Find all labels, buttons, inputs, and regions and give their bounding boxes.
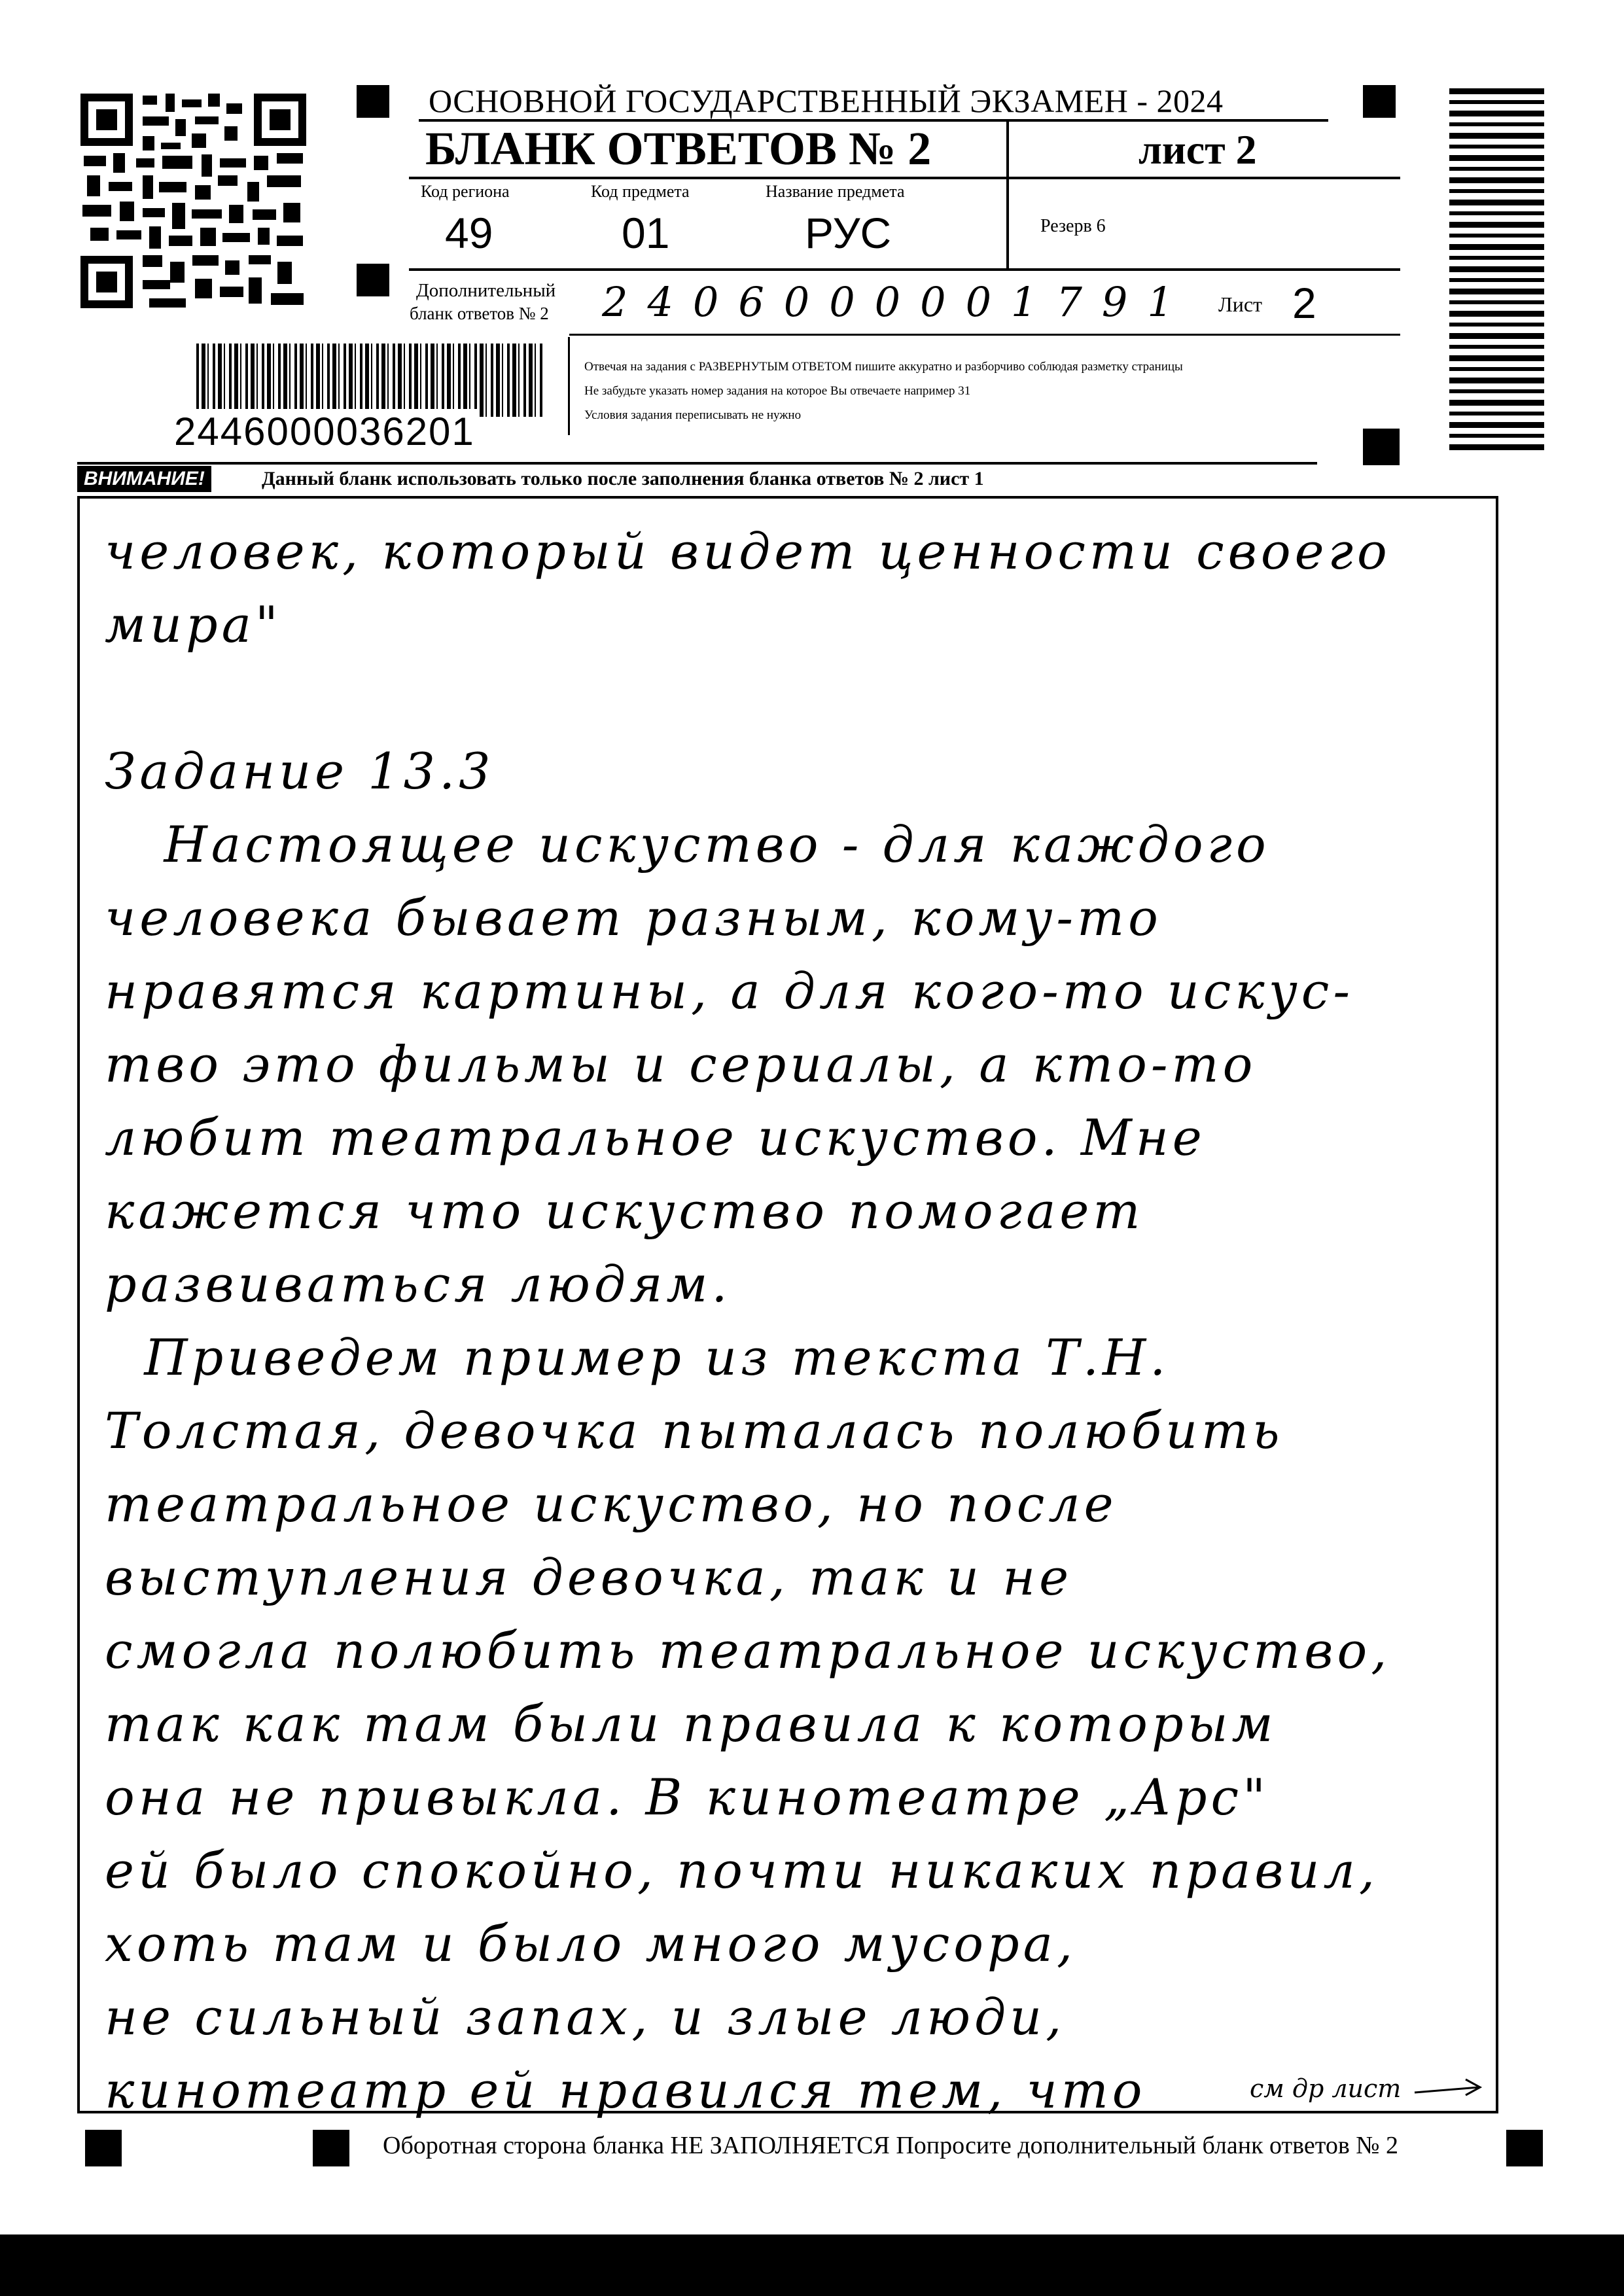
sheet-label: лист 2 (1139, 126, 1257, 173)
answer-line: развиваться людям. (105, 1255, 732, 1313)
region-code-label: Код региона (421, 182, 510, 201)
answer-line: Задание 13.3 (105, 742, 495, 800)
alignment-marker-mid-left (357, 264, 389, 296)
scan-bottom-band (0, 2234, 1624, 2296)
answer-line: любит театральное искуство. Мне (105, 1108, 1206, 1167)
subject-code-label: Код предмета (591, 182, 690, 201)
answer-line: Толстая, девочка пыталась полюбить (105, 1402, 1284, 1460)
footer-text: Оборотная сторона бланка НЕ ЗАПОЛНЯЕТСЯ Попросите дополнительный бланк ответов № 2 (383, 2132, 1399, 2159)
arrow-right-icon (1413, 2074, 1485, 2100)
extra-form-label-line2: бланк ответов № 2 (410, 304, 549, 323)
exam-title: ОСНОВНОЙ ГОСУДАРСТВЕННЫЙ ЭКЗАМЕН - 2024 (429, 82, 1224, 119)
instruction-line-3: Условия задания переписывать не нужно (584, 408, 802, 422)
reserve-label: Резерв 6 (1040, 216, 1106, 236)
answer-line: она не привыкла. В кинотеатре „Арс" (105, 1768, 1270, 1826)
answer-line: театральное искуство, но после (105, 1475, 1118, 1533)
subject-code-value: 01 (622, 209, 670, 257)
region-code-value: 49 (445, 209, 493, 257)
subject-name-value: РУС (805, 209, 892, 257)
answer-line: выступления девочка, так и не (105, 1548, 1073, 1606)
answer-line: кинотеатр ей нравился тем, что (105, 2061, 1146, 2119)
answer-line: человека бывает разным, кому-то (105, 889, 1162, 947)
answer-line: Настоящее искуство - для каждого (105, 815, 1270, 874)
barcode-divider (568, 337, 570, 435)
answer-line: ей было спокойно, почти никаких правил, (105, 1841, 1379, 1899)
barcode-number: 2446000036201 (171, 409, 478, 454)
header-row-line-2 (409, 268, 1400, 271)
warning-top-line (77, 462, 1317, 465)
qr-code (77, 90, 309, 311)
header-row-line-1 (409, 177, 1400, 179)
answer-line: нравятся картины, а для кого-то искус- (105, 962, 1354, 1020)
alignment-marker-bottom-1 (85, 2130, 122, 2166)
answer-line: мира" (105, 595, 282, 654)
instruction-line-1: Отвечая на задания с РАЗВЕРНУТЫМ ОТВЕТОМ пишите аккуратно и разборчиво соблюдая разметку страницы (584, 360, 1183, 374)
side-barcode (1449, 88, 1544, 451)
answer-line: тво это фильмы и сериалы, а кто-то (105, 1035, 1257, 1093)
answer-line: хоть там и было много мусора, (105, 1915, 1077, 1973)
answer-line: человек, который видет ценности своего (105, 522, 1391, 580)
answer-line: не сильный запах, и злые люди, (105, 1988, 1066, 2046)
alignment-marker-mid-right (1363, 429, 1400, 465)
alignment-marker-bottom-3 (1506, 2130, 1543, 2166)
form-title: БЛАНК ОТВЕТОВ № 2 (425, 122, 932, 175)
continuation-note: см др лист (1250, 2074, 1402, 2103)
alignment-marker-top-right (1363, 85, 1396, 118)
header-divider-vertical (1006, 122, 1009, 271)
extra-form-label-line1: Дополнительный (416, 280, 556, 301)
list-label: Лист (1218, 292, 1263, 316)
warning-text: Данный бланк использовать только после заполнения бланка ответов № 2 лист 1 (262, 468, 984, 489)
answer-line: смогла полюбить театральное искуство, (105, 1621, 1391, 1680)
alignment-marker-top-left (357, 85, 389, 118)
list-number: 2 (1292, 279, 1316, 327)
header-row-line-3 (569, 334, 1400, 336)
answer-line: кажется что искуство помогает (105, 1182, 1144, 1240)
alignment-marker-bottom-2 (313, 2130, 349, 2166)
extra-form-number: 2406000001791 (602, 278, 1193, 326)
answer-line: так как там были правила к которым (105, 1695, 1277, 1753)
subject-name-label: Название предмета (766, 182, 905, 201)
form-barcode (196, 344, 543, 417)
instruction-line-2: Не забудьте указать номер задания на которое Вы отвечаете например 31 (584, 384, 971, 398)
answer-line: Приведем пример из текста Т.Н. (105, 1328, 1170, 1386)
warning-badge: ВНИМАНИЕ! (77, 466, 211, 492)
